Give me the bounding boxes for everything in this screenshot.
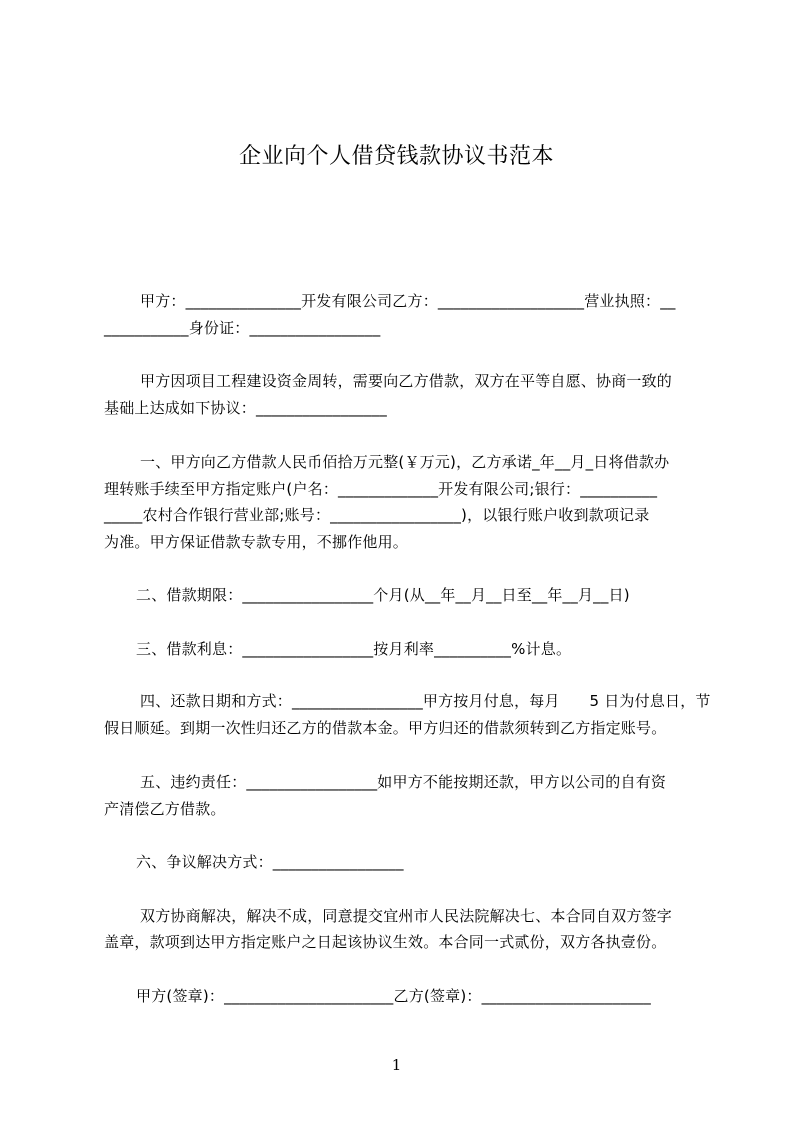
party-line-cont: ___________身份证：_________________ bbox=[104, 319, 381, 337]
party-line: 甲方：_______________开发有限公司乙方：___________________营业执照：__ bbox=[140, 292, 676, 310]
clause-2-line: 二、借款期限：_________________个月(从__年__月__日至__年__月__日) bbox=[136, 586, 630, 604]
resolution-line: 双方协商解决，解决不成，同意提交宜州市人民法院解决七、本合同自双方签字 bbox=[140, 907, 673, 925]
clause-4-line: 假日顺延。到期一次性归还乙方的借款本金。甲方归还的借款须转到乙方指定账号。 bbox=[104, 719, 667, 737]
clause-5-line: 产清偿乙方借款。 bbox=[104, 800, 226, 818]
resolution-line: 盖章，款项到达甲方指定账户之日起该协议生效。本合同一式贰份，双方各执壹份。 bbox=[104, 933, 667, 951]
page-number: 1 bbox=[391, 1056, 402, 1074]
preamble-line: 甲方因项目工程建设资金周转，需要向乙方借款，双方在平等自愿、协商一致的 bbox=[140, 372, 673, 390]
clause-1-line: 为准。甲方保证借款专款专用，不挪作他用。 bbox=[104, 533, 409, 551]
clause-4-line: 四、还款日期和方式：_________________甲方按月付息，每月 5 日为付息日，节 bbox=[140, 692, 711, 710]
clause-1-line: _____农村合作银行营业部;账号：_________________)，以银行账户收到款项记录 bbox=[104, 506, 650, 524]
clause-1-line: 理转账手续至甲方指定账户(户名：_____________开发有限公司;银行：__________ bbox=[104, 480, 658, 498]
signature-line: 甲方(签章)：______________________乙方(签章)：______________________ bbox=[136, 987, 652, 1005]
preamble-line-cont: 基础上达成如下协议：_________________ bbox=[104, 399, 387, 417]
clause-5-line: 五、违约责任：_________________如甲方不能按期还款，甲方以公司的自有资 bbox=[140, 773, 667, 791]
clause-6-line: 六、争议解决方式：_________________ bbox=[136, 853, 404, 871]
clause-3-line: 三、借款利息：_________________按月利率__________%计息。 bbox=[136, 640, 572, 658]
document-title: 企业向个人借贷钱款协议书范本 bbox=[238, 144, 554, 169]
clause-1-line: 一、甲方向乙方借款人民币佰拾万元整(￥万元)，乙方承诺_年__月_日将借款办 bbox=[140, 453, 670, 471]
